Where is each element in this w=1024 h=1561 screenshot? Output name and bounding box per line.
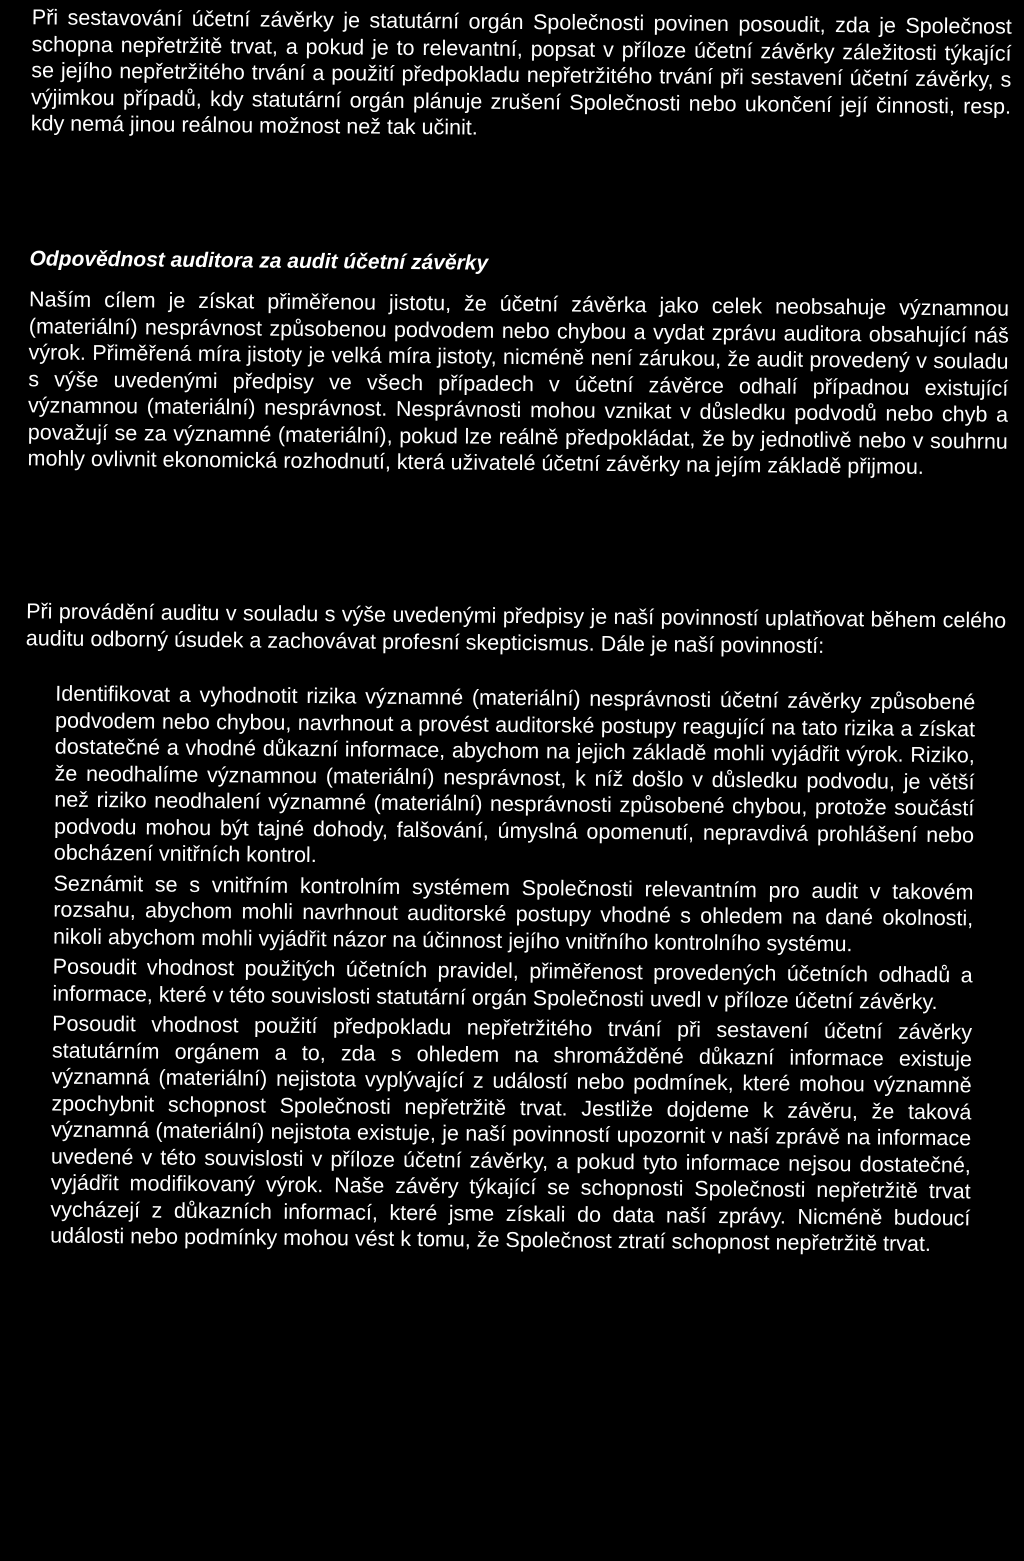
paragraph-statutory-body-responsibility: Při sestavování účetní závěrky je statutární orgán Společnosti povinen posoudit, zda je Společnost schopna nepřetržitě trvat, a pokud je to relevantní, popsat v příloze účetní závěrky záležitosti týkající se jejího nepřetržitého trvání a použití předpokladu nepřetržitého trvání při sestavení účetní závěrky, s výjimkou případů, kdy statutární orgán plánuje zrušení Společnosti nebo ukončení její činnosti, resp. kdy nemá jinou reálnou možnost než tak učinit. [30,5,1012,140]
list-item-accounting-policies: Posoudit vhodnost použitých účetních pravidel, přiměřenost provedených účetních odhadů a informace, které v této souvislosti statutární orgán Společnosti uvedl v příloze účetní závěrky. [52,954,973,1014]
section-heading-auditor-responsibility: Odpovědnost auditora za audit účetní závěrky [29,247,489,275]
list-item-internal-control: Seznámit se s vnitřním kontrolním systémem Společnosti relevantním pro audit v takovém rozsahu, abychom mohli navrhnout auditorské postupy vhodné s ohledem na dané okolnosti, nikoli abychom mohli vyjádřit názor na účinnost jejího vnitřního kontrolního systému. [52,871,974,956]
paragraph-audit-goal: Naším cílem je získat přiměřenou jistotu, že účetní závěrka jako celek neobsahuje významnou (materiální) nesprávnost způsobenou podvodem nebo chybou a vydat zprávu auditora obsahující náš výrok. Přiměřená míra jistoty je velká míra jistoty, nicméně není zárukou, že audit provedený v souladu s výše uvedenými předpisy ve všech případech v účetní závěrce odhalí případnou existující významnou (materiální) nesprávnost. Nesprávnosti mohou vznikat v důsledku podvodů nebo chyb a považují se za významné (materiální), pokud lze reálně předpokládat, že by jednotlivě nebo v souhrnu mohly ovlivnit ekonomická rozhodnutí, která uživatelé účetní závěrky na jejím základě přijmou. [27,287,1010,479]
paragraph-audit-duties-intro: Při provádění auditu v souladu s výše uvedenými předpisy je naší povinností uplatňovat během celého auditu odborný úsudek a zachovávat profesní skepticismus. Dále je naší povinností: [25,599,1007,658]
list-item-going-concern: Posoudit vhodnost použití předpokladu nepřetržitého trvání při sestavení účetní závěrky statutárním orgánem a to, zda s ohledem na shromážděné důkazní informace existuje významná (materiální) nejistota vyplývající z událostí nebo podmínek, které mohou významně zpochybnit schopnost Společnosti nepřetržitě trvat. Jestliže dojdeme k závěru, že taková významná (materiální) nejistota existuje, je naší povinností upozornit v naší zprávě na informace uvedené v této souvislosti v příloze účetní závěrky, a pokud tyto informace nejsou dostatečné, vyjádřit modifikovaný výrok. Naše závěry týkající se schopnosti Společnosti nepřetržitě trvat vycházejí z důkazních informací, které jsme získali do data naší zprávy. Nicméně budoucí události nebo podmínky mohou vést k tomu, že Společnost ztratí schopnost nepřetržitě trvat. [50,1011,973,1256]
list-item-identify-risks: Identifikovat a vyhodnotit rizika významné (materiální) nesprávnosti účetní závěrky způsobené podvodem nebo chybou, navrhnout a provést auditorské postupy reagující na tato rizika a získat dostatečné a vhodné důkazní informace, abychom na jejich základě mohli vyjádřit výrok. Riziko, že neodhalíme významnou (materiální) nesprávnost, k níž došlo v důsledku podvodu, je větší než riziko neodhalení významné (materiální) nesprávnosti způsobené chybou, protože součástí podvodu mohou být tajné dohody, falšování, úmyslná opomenutí, nepravdivá prohlášení nebo obcházení vnitřních kontrol. [53,681,976,868]
audit-duties-list [50,681,975,1258]
